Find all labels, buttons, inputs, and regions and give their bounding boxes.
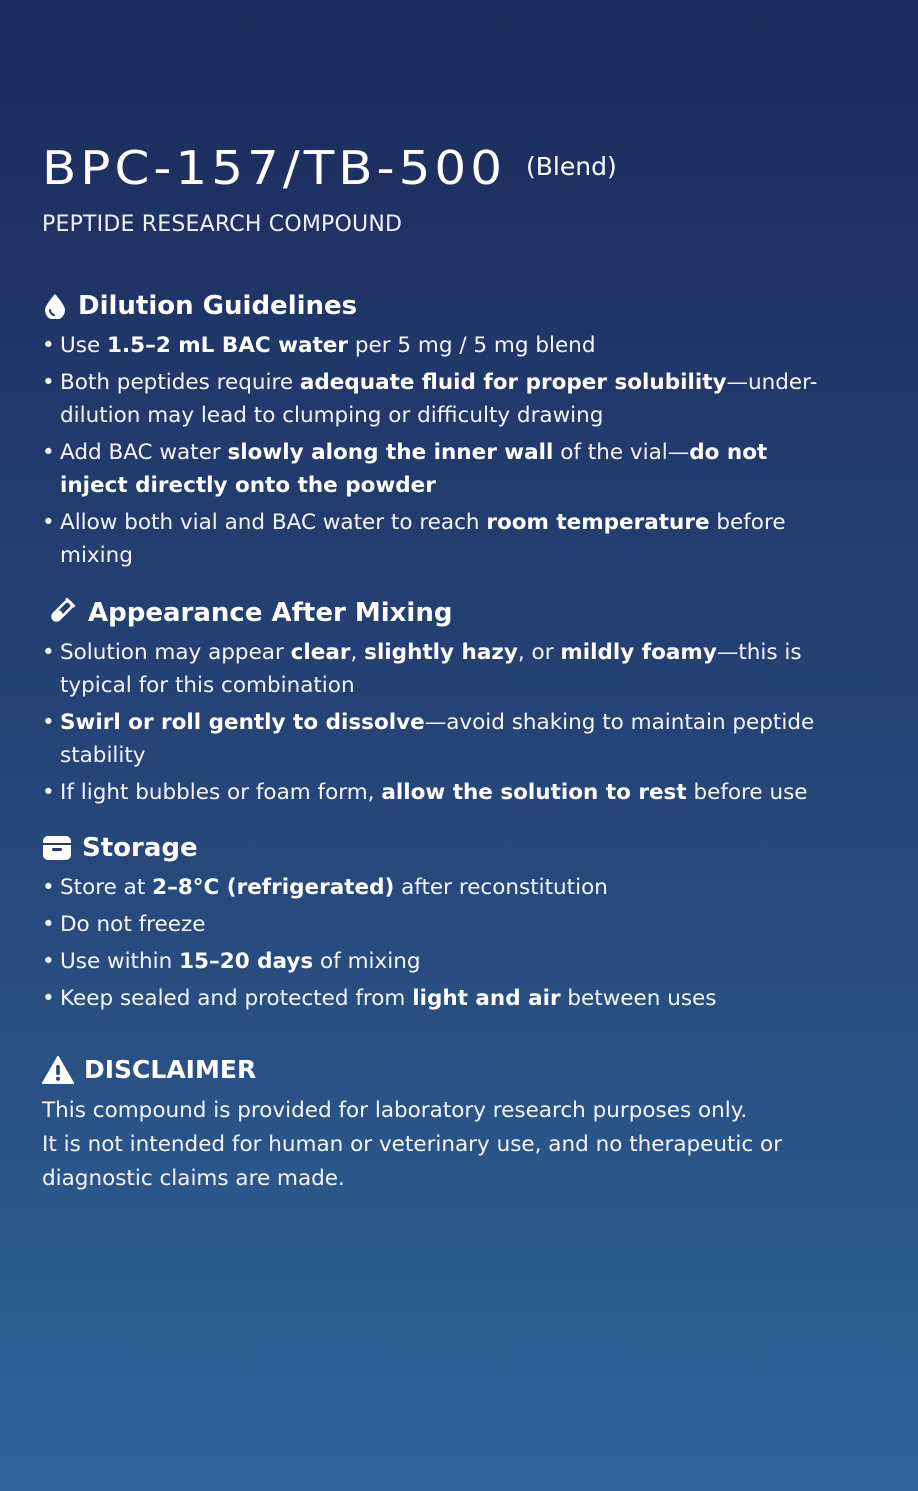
- list-item: [42, 436, 842, 502]
- bold-text: 1.5–2 mL BAC water: [107, 333, 348, 358]
- text-segment: Use within: [60, 949, 180, 974]
- text-segment: Do not freeze: [60, 912, 206, 937]
- disclaimer-section: [42, 1055, 842, 1196]
- disclaimer-heading-label: DISCLAIMER: [84, 1055, 257, 1084]
- text-segment: Keep sealed and protected from: [60, 986, 413, 1011]
- text-segment: —this is typical for this combination: [60, 640, 802, 698]
- text-segment: before mixing: [60, 510, 786, 568]
- appearance-list: [42, 636, 842, 809]
- list-item: [42, 366, 842, 432]
- bold-text: adequate fluid for proper solubility: [299, 370, 727, 395]
- text-segment: of mixing: [313, 949, 421, 974]
- bold-text: clear: [290, 640, 351, 665]
- bold-text: do not inject directly onto the powder: [60, 440, 768, 498]
- text-segment: before use: [686, 780, 808, 805]
- disclaimer-heading: [42, 1055, 842, 1084]
- disclaimer-line: It is not intended for human or veterinary use, and no therapeutic or diagnostic claims are made.: [42, 1132, 783, 1191]
- bold-text: mildly foamy: [560, 640, 717, 665]
- storage-box-icon: [42, 835, 72, 861]
- list-item: [42, 945, 842, 978]
- appearance-section: [42, 598, 842, 809]
- dilution-heading: [42, 291, 842, 321]
- bold-text: Swirl or roll gently to dissolve: [60, 710, 425, 735]
- text-segment: —under-dilution may lead to clumping or difficulty drawing: [60, 370, 818, 428]
- storage-heading-label: Storage: [82, 833, 198, 863]
- text-segment: Use: [60, 333, 107, 358]
- product-title-suffix: (Blend): [526, 152, 617, 181]
- text-segment: per 5 mg / 5 mg blend: [348, 333, 596, 358]
- list-item: [42, 982, 842, 1015]
- dilution-heading-label: Dilution Guidelines: [78, 291, 358, 321]
- list-item: [42, 776, 842, 809]
- text-segment: Store at: [60, 875, 153, 900]
- storage-list: [42, 871, 842, 1015]
- text-segment: Solution may appear: [60, 640, 291, 665]
- warning-icon: [42, 1056, 74, 1084]
- product-info-card: [42, 138, 842, 1196]
- product-title: BPC-157/TB-500: [42, 141, 507, 195]
- storage-heading: [42, 833, 842, 863]
- droplet-icon: [42, 293, 68, 319]
- list-item: [42, 329, 842, 362]
- bold-text: light and air: [412, 986, 561, 1011]
- text-segment: after reconstitution: [394, 875, 608, 900]
- bold-text: slightly hazy: [364, 640, 518, 665]
- text-segment: of the vial—: [553, 440, 690, 465]
- list-item: [42, 706, 842, 772]
- text-segment: , or: [517, 640, 561, 665]
- list-item: [42, 908, 842, 941]
- text-segment: Both peptides require: [60, 370, 300, 395]
- appearance-heading: [42, 598, 842, 628]
- disclaimer-text: [42, 1094, 842, 1196]
- list-item: [42, 871, 842, 904]
- bold-text: slowly along the inner wall: [227, 440, 554, 465]
- appearance-heading-label: Appearance After Mixing: [88, 598, 453, 628]
- dilution-list: [42, 329, 842, 572]
- text-segment: Add BAC water: [60, 440, 228, 465]
- text-segment: between uses: [560, 986, 717, 1011]
- title-row: [42, 138, 842, 194]
- list-item: [42, 506, 842, 572]
- text-segment: ,: [350, 640, 365, 665]
- bold-text: allow the solution to rest: [381, 780, 687, 805]
- storage-section: [42, 833, 842, 1015]
- list-item: [42, 636, 842, 702]
- text-segment: —avoid shaking to maintain peptide stability: [60, 710, 815, 768]
- bold-text: 2–8°C (refrigerated): [152, 875, 395, 900]
- disclaimer-line: This compound is provided for laboratory research purposes only.: [42, 1098, 748, 1123]
- text-segment: If light bubbles or foam form,: [60, 780, 382, 805]
- text-segment: Allow both vial and BAC water to reach: [60, 510, 487, 535]
- product-subtitle: PEPTIDE RESEARCH COMPOUND: [42, 212, 403, 237]
- dilution-section: [42, 291, 842, 572]
- bold-text: room temperature: [486, 510, 710, 535]
- test-tube-icon: [42, 598, 78, 628]
- bold-text: 15–20 days: [179, 949, 314, 974]
